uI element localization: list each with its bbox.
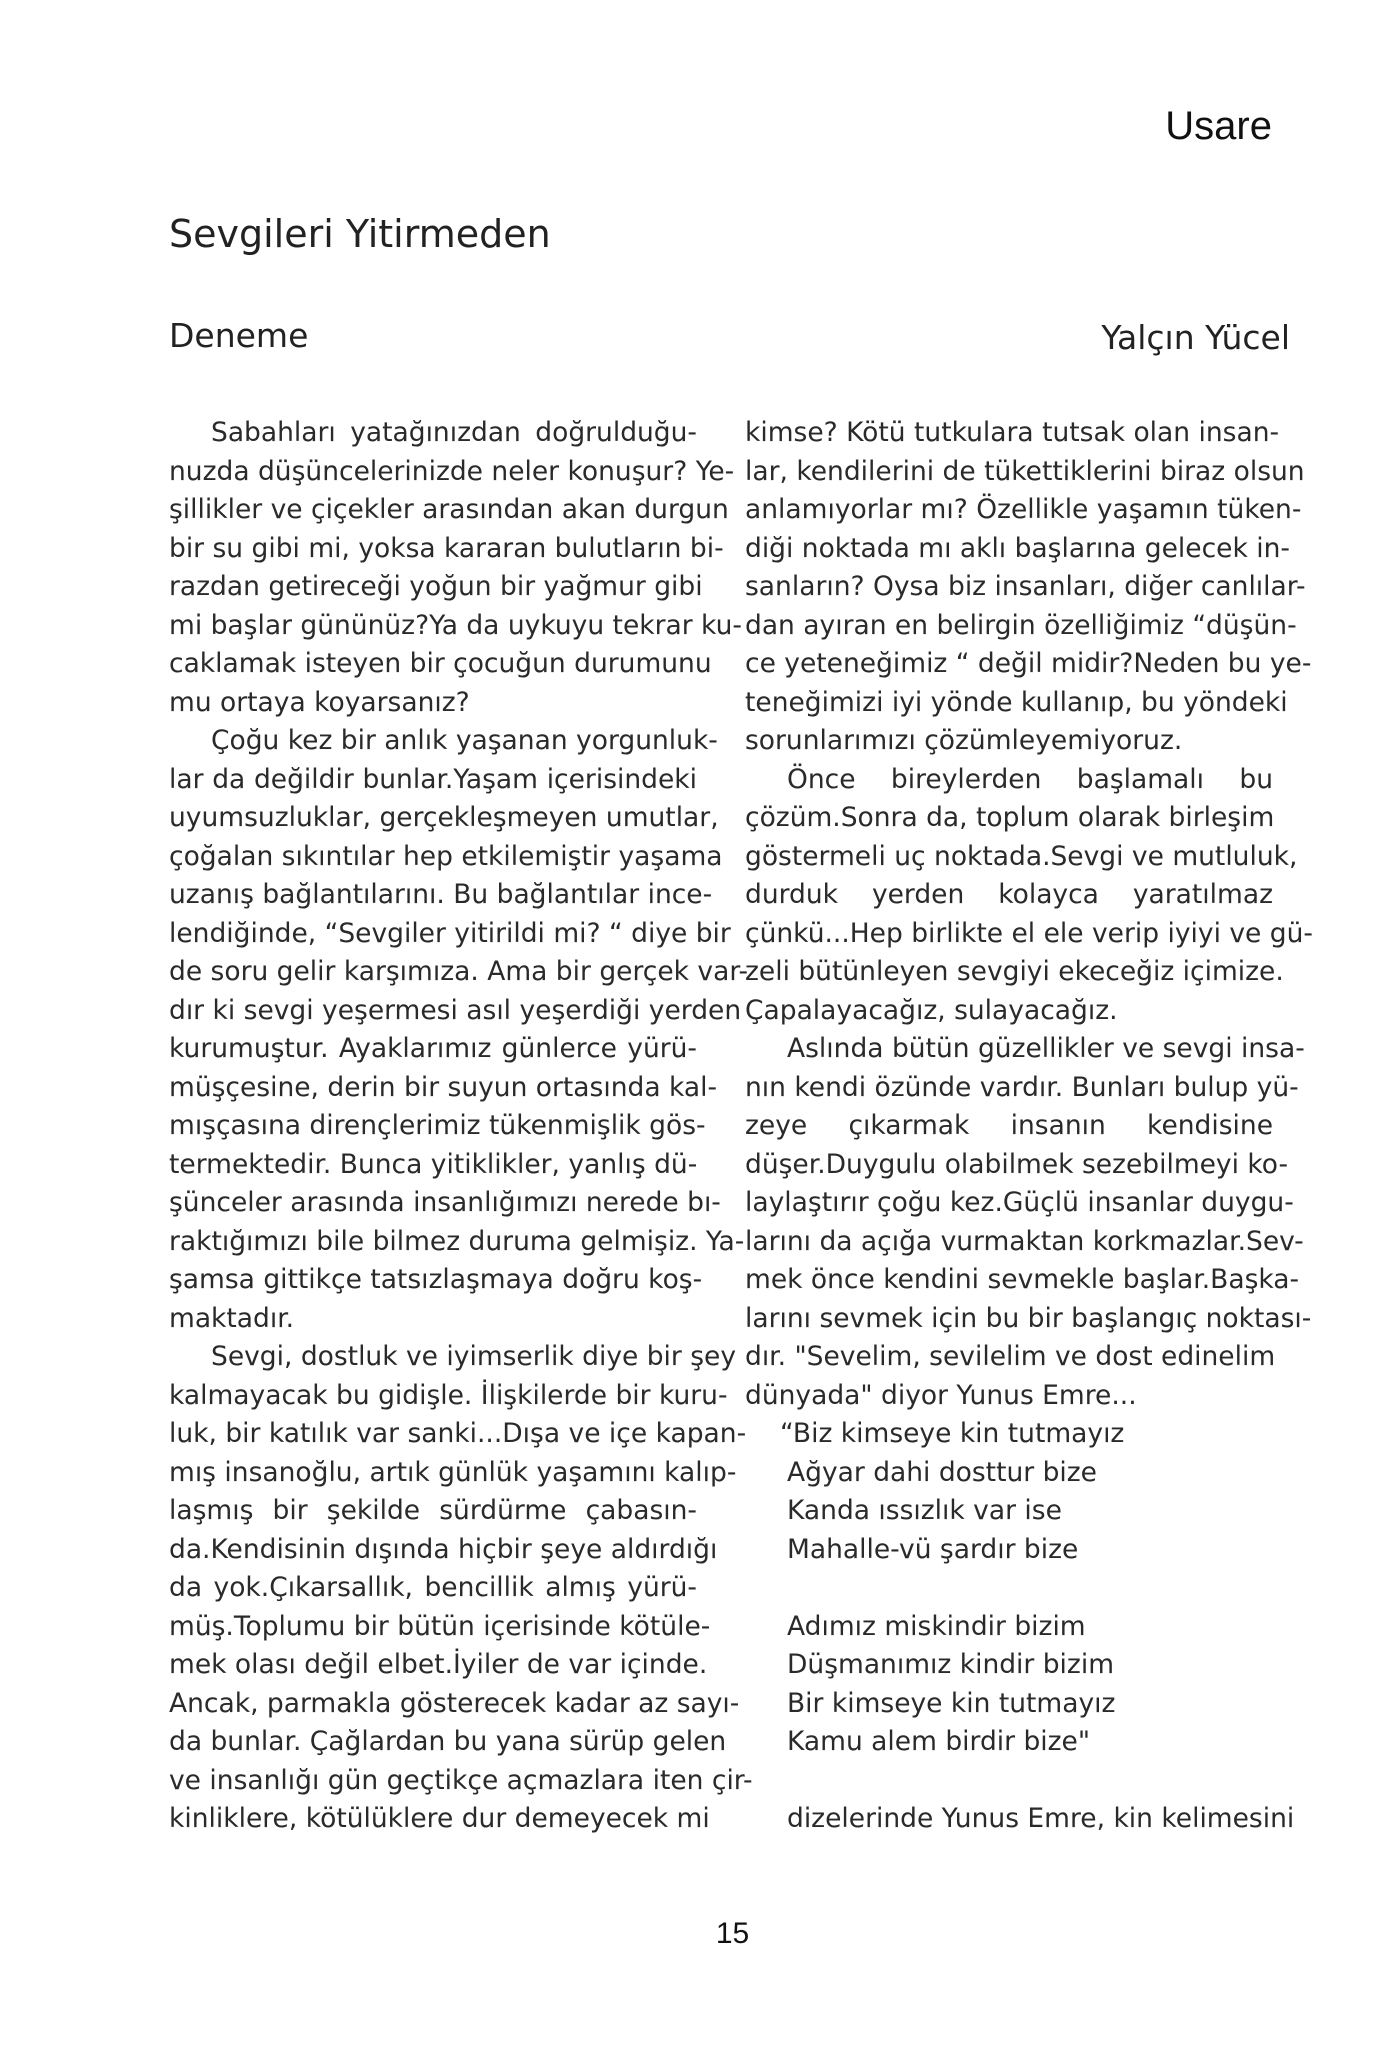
text-line: termektedir. Bunca yitiklikler, yanlış dü- <box>169 1148 698 1180</box>
text-line: kurumuştur. Ayaklarımız günlerce yürü- <box>169 1033 697 1064</box>
text-line: dizelerinde Yunus Emre, kin kelimesini <box>787 1803 1295 1834</box>
text-line: dır. "Sevelim, sevilelim ve dost edinelim <box>745 1341 1276 1372</box>
page-number: 15 <box>715 1917 750 1950</box>
text-line: şillikler ve çiçekler arasından akan durgun <box>169 494 729 525</box>
verse-line: Düşmanımız kindir bizim <box>787 1649 1115 1680</box>
text-line: laylaştırır çoğu kez.Güçlü insanlar duygu- <box>745 1187 1294 1218</box>
text-line: dünyada" diyor Yunus Emre... <box>745 1379 1137 1411</box>
text-line: zeli bütünleyen sevgiyi ekeceğiz içimize. <box>745 956 1284 987</box>
text-line: razdan getireceği yoğun bir yağmur gibi <box>169 571 703 602</box>
text-line: sorunlarımızı çözümleyemiyoruz. <box>745 725 1183 756</box>
text-line: uzanış bağlantılarını. Bu bağlantılar ince- <box>169 879 713 910</box>
text-line: maktadır. <box>169 1302 295 1334</box>
text-line: çoğalan sıkıntılar hep etkilemiştir yaşama <box>169 840 723 872</box>
text-line: da yok.Çıkarsallık, bencillik almış yürü- <box>169 1572 697 1603</box>
text-line: Ancak, parmakla gösterecek kadar az sayı- <box>169 1687 740 1719</box>
text-line: lar, kendilerini de tükettiklerini biraz olsun <box>745 455 1305 487</box>
text-line: şamsa gittikçe tatsızlaşmaya doğru koş- <box>169 1264 703 1295</box>
text-line: durduk yerden kolayca yaratılmaz <box>745 879 1273 910</box>
text-line: larını da açığa vurmaktan korkmazlar.Sev- <box>745 1225 1304 1257</box>
verse-line: Kanda ıssızlık var ise <box>787 1495 1062 1526</box>
text-line: şünceler arasında insanlığımızı nerede bı- <box>169 1187 721 1218</box>
verse-line: Ağyar dahi dosttur bize <box>787 1456 1097 1488</box>
text-line: nuzda düşüncelerinizde neler konuşur? Ye- <box>169 455 735 487</box>
text-line: dan ayıran en belirgin özelliğimiz “düşün- <box>745 609 1297 641</box>
text-line: Sabahları yatağınızdan doğrulduğu- <box>211 417 697 448</box>
text-line: de soru gelir karşımıza. Ama bir gerçek var- <box>169 956 749 987</box>
text-line: Sevgi, dostluk ve iyimserlik diye bir şey <box>211 1341 737 1372</box>
text-line: kinliklere, kötülüklere dur demeyecek mi <box>169 1803 710 1834</box>
text-line: ve insanlığı gün geçtikçe açmazlara iten çir- <box>169 1764 753 1796</box>
text-line: Çapalayacağız, sulayacağız. <box>745 994 1118 1026</box>
journal-name: Usare <box>1165 104 1272 148</box>
text-line: Çoğu kez bir anlık yaşanan yorgunluk- <box>211 725 718 756</box>
text-line: da bunlar. Çağlardan bu yana sürüp gelen <box>169 1726 727 1757</box>
article-title: Sevgileri Yitirmeden <box>169 212 551 256</box>
text-line: dır ki sevgi yeşermesi asıl yeşerdiği yerden <box>169 994 742 1026</box>
text-line: luk, bir katılık var sanki...Dışa ve içe kapan- <box>169 1418 747 1449</box>
text-line: müş.Toplumu bir bütün içerisinde kötüle- <box>169 1610 711 1642</box>
text-line: bir su gibi mi, yoksa kararan bulutların bi- <box>169 532 724 564</box>
verse-line: Mahalle-vü şardır bize <box>787 1533 1079 1565</box>
text-line: lar da değildir bunlar.Yaşam içerisindeki <box>169 763 697 795</box>
text-line: mışçasına dirençlerimiz tükenmişlik gös- <box>169 1110 706 1141</box>
text-line: çünkü...Hep birlikte el ele verip iyiyi ve gü- <box>745 917 1313 949</box>
text-line: düşer.Duygulu olabilmek sezebilmeyi ko- <box>745 1148 1289 1180</box>
text-line: mek olası değil elbet.İyiler de var içinde. <box>169 1649 708 1680</box>
text-line: caklamak isteyen bir çocuğun durumunu <box>169 648 712 679</box>
verse-line: Adımız miskindir bizim <box>787 1610 1086 1642</box>
text-line: anlamıyorlar mı? Özellikle yaşamın tüken- <box>745 494 1302 525</box>
text-line: uyumsuzluklar, gerçekleşmeyen umutlar, <box>169 802 719 833</box>
text-line: müşçesine, derin bir suyun ortasında kal- <box>169 1071 718 1103</box>
text-line: kalmayacak bu gidişle. İlişkilerde bir kuru- <box>169 1379 728 1411</box>
text-line: raktığımızı bile bilmez duruma gelmişiz. Ya- <box>169 1225 745 1257</box>
text-line: mış insanoğlu, artık günlük yaşamını kalıp- <box>169 1456 737 1488</box>
left-text-column <box>169 414 753 1839</box>
text-line: çözüm.Sonra da, toplum olarak birleşim <box>745 802 1275 833</box>
verse-line: Kamu alem birdir bize" <box>787 1726 1091 1757</box>
text-line: sanların? Oysa biz insanları, diğer canlılar- <box>745 571 1306 602</box>
text-line: lendiğinde, “Sevgiler yitirildi mi? “ diye bir <box>169 917 731 949</box>
text-line: mi başlar gününüz?Ya da uykuyu tekrar ku- <box>169 609 742 641</box>
text-line: ce yeteneğimiz “ değil midir?Neden bu ye- <box>745 648 1312 679</box>
text-line: Önce bireylerden başlamalı bu <box>787 763 1273 795</box>
article-author: Yalçın Yücel <box>1101 318 1290 357</box>
text-line: mu ortaya koyarsanız? <box>169 686 470 718</box>
article-genre: Deneme <box>169 316 309 355</box>
verse-line: “Biz kimseye kin tutmayız <box>780 1418 1125 1449</box>
stanza-break <box>745 1569 1273 1608</box>
text-line: larını sevmek için bu bir başlangıç noktası- <box>745 1302 1312 1334</box>
text-line: nın kendi özünde vardır. Bunları bulup yü- <box>745 1071 1299 1103</box>
text-line: mek önce kendini sevmekle başlar.Başka- <box>745 1264 1300 1295</box>
text-line: Aslında bütün güzellikler ve sevgi insa- <box>787 1033 1305 1064</box>
right-text-column <box>745 414 1313 1839</box>
text-line: da.Kendisinin dışında hiçbir şeye aldırdığı <box>169 1533 718 1565</box>
text-line: teneğimizi iyi yönde kullanıp, bu yöndeki <box>745 686 1288 718</box>
text-line: zeye çıkarmak insanın kendisine <box>745 1110 1273 1141</box>
verse-line: Bir kimseye kin tutmayız <box>787 1687 1116 1719</box>
text-line: laşmış bir şekilde sürdürme çabasın- <box>169 1495 697 1526</box>
stanza-break <box>745 1762 1273 1801</box>
text-line: göstermeli uç noktada.Sevgi ve mutluluk, <box>745 840 1298 872</box>
text-line: diği noktada mı aklı başlarına gelecek in- <box>745 532 1290 564</box>
text-line: kimse? Kötü tutkulara tutsak olan insan- <box>745 417 1280 448</box>
